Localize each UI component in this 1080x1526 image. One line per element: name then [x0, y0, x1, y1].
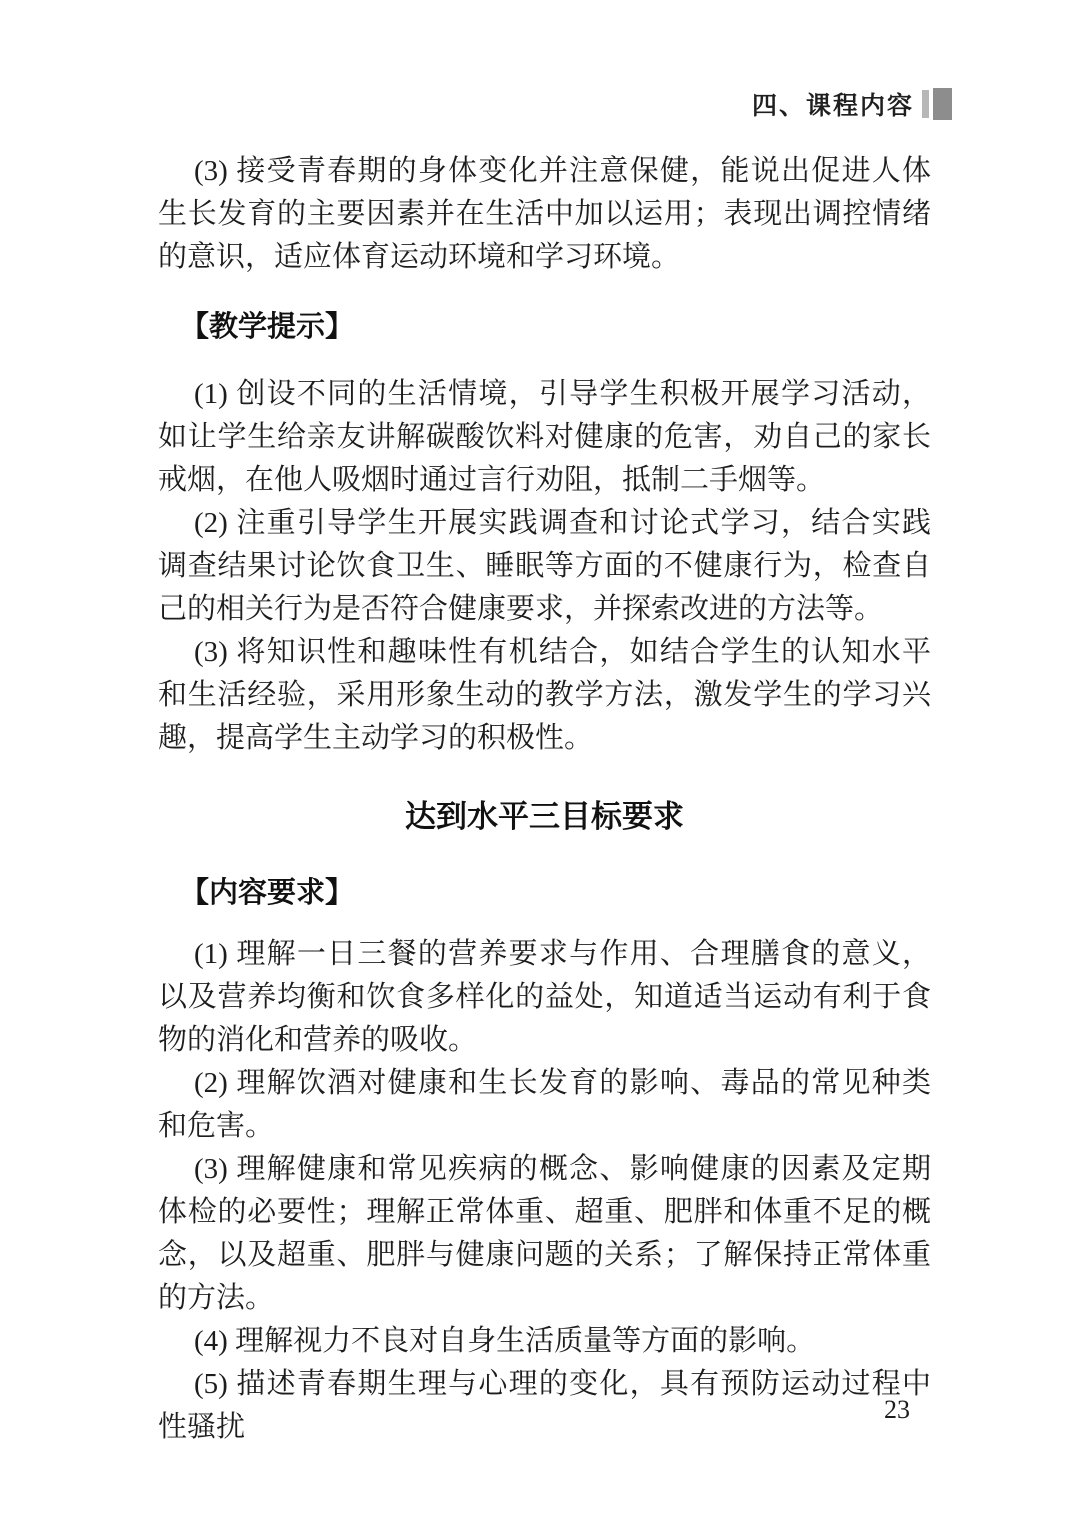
heading-content-requirements: 【内容要求】	[180, 877, 355, 909]
paragraph-teaching-tip-1: (1) 创设不同的生活情境，引导学生积极开展学习活动，如让学生给亲友讲解碳酸饮料对健康的危害，劝自己的家长戒烟，在他人吸烟时通过言行劝阻，抵制二手烟等。	[158, 378, 931, 496]
paragraph-intro-item-3: (3) 接受青春期的身体变化并注意保健，能说出促进人体生长发育的主要因素并在生活中加以运用；表现出调控情绪的意识，适应体育运动环境和学习环境。	[158, 155, 931, 273]
heading-teaching-tips: 【教学提示】	[180, 311, 355, 343]
page-body	[158, 150, 931, 1449]
header-bar-dark-icon	[933, 88, 952, 120]
paragraph-content-requirement-4: (4) 理解视力不良对自身生活质量等方面的影响。	[194, 1325, 816, 1357]
header-bar-light-icon	[922, 90, 929, 118]
running-header-title: 四、课程内容	[751, 92, 914, 120]
paragraph-content-requirement-3: (3) 理解健康和常见疾病的概念、影响健康的因素及定期体检的必要性；理解正常体重、超重、肥胖和体重不足的概念，以及超重、肥胖与健康问题的关系；了解保持正常体重的方法。	[158, 1153, 931, 1314]
paragraph-content-requirement-1: (1) 理解一日三餐的营养要求与作用、合理膳食的意义，以及营养均衡和饮食多样化的益处，知道适当运动有利于食物的消化和营养的吸收。	[158, 938, 931, 1056]
page-number: 23	[884, 1395, 910, 1424]
paragraph-teaching-tip-2: (2) 注重引导学生开展实践调查和讨论式学习，结合实践调查结果讨论饮食卫生、睡眠等方面的不健康行为，检查自己的相关行为是否符合健康要求，并探索改进的方法等。	[158, 507, 931, 625]
running-header	[752, 86, 952, 122]
level-three-goal-title: 达到水平三目标要求	[405, 799, 684, 834]
paragraph-teaching-tip-3: (3) 将知识性和趣味性有机结合，如结合学生的认知水平和生活经验，采用形象生动的教学方法，激发学生的学习兴趣，提高学生主动学习的积极性。	[158, 636, 931, 754]
paragraph-content-requirement-2: (2) 理解饮酒对健康和生长发育的影响、毒品的常见种类和危害。	[158, 1067, 931, 1142]
paragraph-content-requirement-5: (5) 描述青春期生理与心理的变化，具有预防运动过程中性骚扰	[158, 1368, 931, 1443]
